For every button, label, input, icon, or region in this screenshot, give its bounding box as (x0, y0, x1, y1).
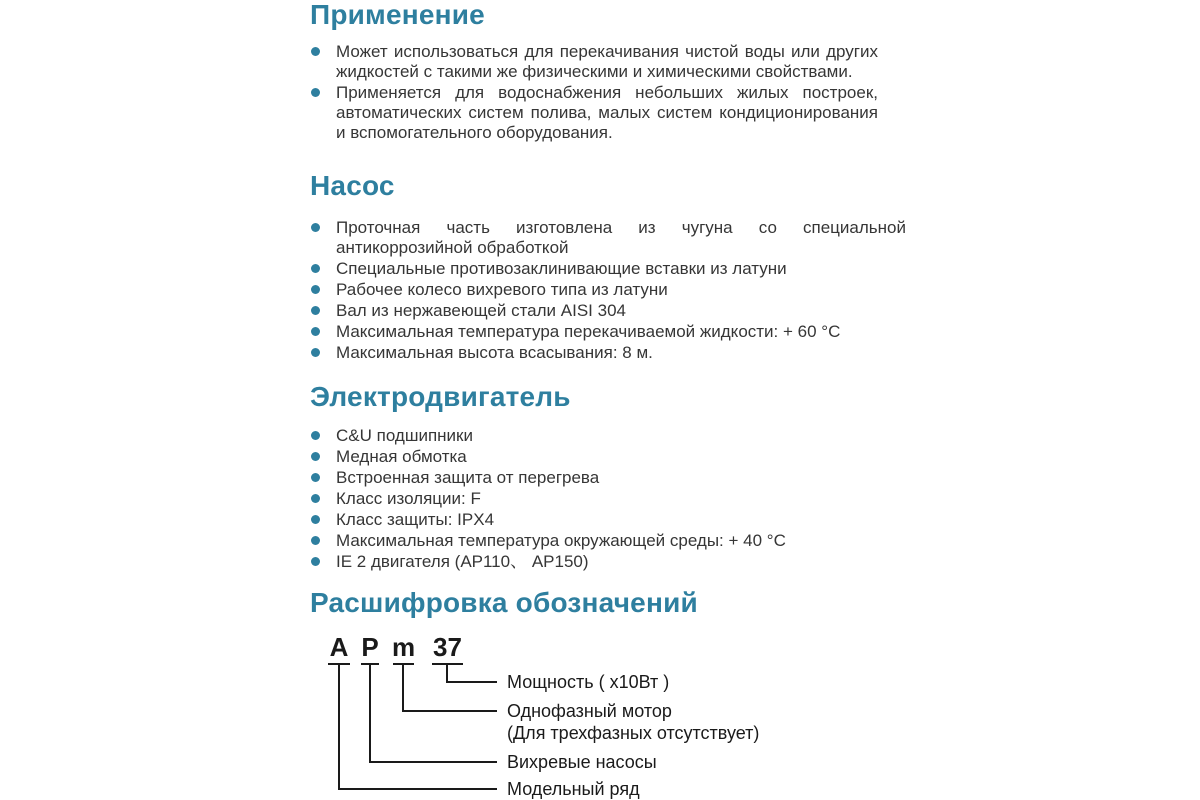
list-item (310, 447, 906, 467)
bullet-icon (311, 306, 320, 315)
list-item (310, 218, 906, 258)
designation-diagram (310, 630, 950, 800)
bullet-icon (311, 223, 320, 232)
connector-vertical-type-icon (369, 665, 371, 763)
section-title-application: Применение (310, 0, 485, 30)
bullet-icon (311, 327, 320, 336)
list-item-text: IE 2 двигателя (AP110、 AP150) (336, 552, 589, 571)
section-title-pump: Насос (310, 170, 395, 201)
label-type: Вихревые насосы (507, 752, 657, 772)
list-item-text: Проточная часть изготовлена из чугуна со специальной антикоррозийной обработкой (336, 218, 906, 257)
list-item (310, 510, 906, 530)
list-item-text: Может использоваться для перекачивания чистой воды или других жидкостей с такими же физическими и химическими свойствами. (336, 42, 878, 81)
label-power: Мощность ( x10Вт ) (507, 672, 670, 692)
list-item-text: Медная обмотка (336, 447, 467, 466)
list-item-text: Класс защиты: IPX4 (336, 510, 495, 529)
list-item-text: Класс изоляции: F (336, 489, 481, 508)
list-item-text: C&U подшипники (336, 426, 473, 445)
connector-horizontal-type-icon (369, 761, 497, 763)
application-list (310, 42, 878, 143)
list-item-text: Максимальная температура перекачиваемой жидкости: + 60 °C (336, 322, 841, 341)
connector-vertical-phase-icon (402, 665, 404, 712)
bullet-icon (311, 557, 320, 566)
label-phase-line2: (Для трехфазных отсутствует) (507, 723, 760, 743)
list-item-text: Применяется для водоснабжения небольших жилых построек, автоматических систем полива, малых систем кондиционирования и вспомогательного оборудования. (336, 83, 878, 142)
bullet-icon (311, 431, 320, 440)
list-item (310, 468, 906, 488)
bullet-icon (311, 536, 320, 545)
bullet-icon (311, 494, 320, 503)
list-item (310, 83, 878, 143)
list-item-text: Максимальная температура окружающей среды: + 40 °C (336, 531, 786, 550)
list-item-text: Максимальная высота всасывания: 8 м. (336, 343, 653, 362)
bullet-icon (311, 515, 320, 524)
bullet-icon (311, 348, 320, 357)
bullet-icon (311, 473, 320, 482)
list-item (310, 259, 906, 279)
list-item (310, 531, 906, 551)
list-item (310, 322, 906, 342)
connector-vertical-series-icon (338, 665, 340, 790)
label-phase (507, 700, 759, 744)
code-number-power: 37 (433, 632, 462, 662)
motor-list (310, 426, 906, 572)
connector-horizontal-phase-icon (402, 710, 497, 712)
connector-horizontal-power-icon (446, 681, 497, 683)
section-title-motor: Электродвигатель (310, 381, 571, 412)
bullet-icon (311, 452, 320, 461)
list-item-text: Встроенная защита от перегрева (336, 468, 600, 487)
list-item (310, 301, 906, 321)
connector-horizontal-series-icon (338, 788, 497, 790)
bullet-icon (311, 285, 320, 294)
label-phase-line1: Однофазный мотор (507, 701, 672, 721)
list-item (310, 280, 906, 300)
list-item (310, 42, 878, 82)
code-letter-phase: m (391, 632, 416, 662)
list-item-text: Специальные противозаклинивающие вставки из латуни (336, 259, 787, 278)
bullet-icon (311, 47, 320, 56)
bullet-icon (311, 264, 320, 273)
pump-list (310, 218, 906, 363)
list-item (310, 426, 906, 446)
label-series: Модельный ряд (507, 779, 640, 799)
list-item-text: Рабочее колесо вихревого типа из латуни (336, 280, 668, 299)
list-item (310, 552, 906, 572)
bullet-icon (311, 88, 320, 97)
list-item (310, 489, 906, 509)
list-item-text: Вал из нержавеющей стали AISI 304 (336, 301, 626, 320)
section-title-designation: Расшифровка обозначений (310, 587, 698, 618)
list-item (310, 343, 906, 363)
code-letter-series: A (329, 632, 349, 662)
code-letter-type: P (361, 632, 379, 662)
